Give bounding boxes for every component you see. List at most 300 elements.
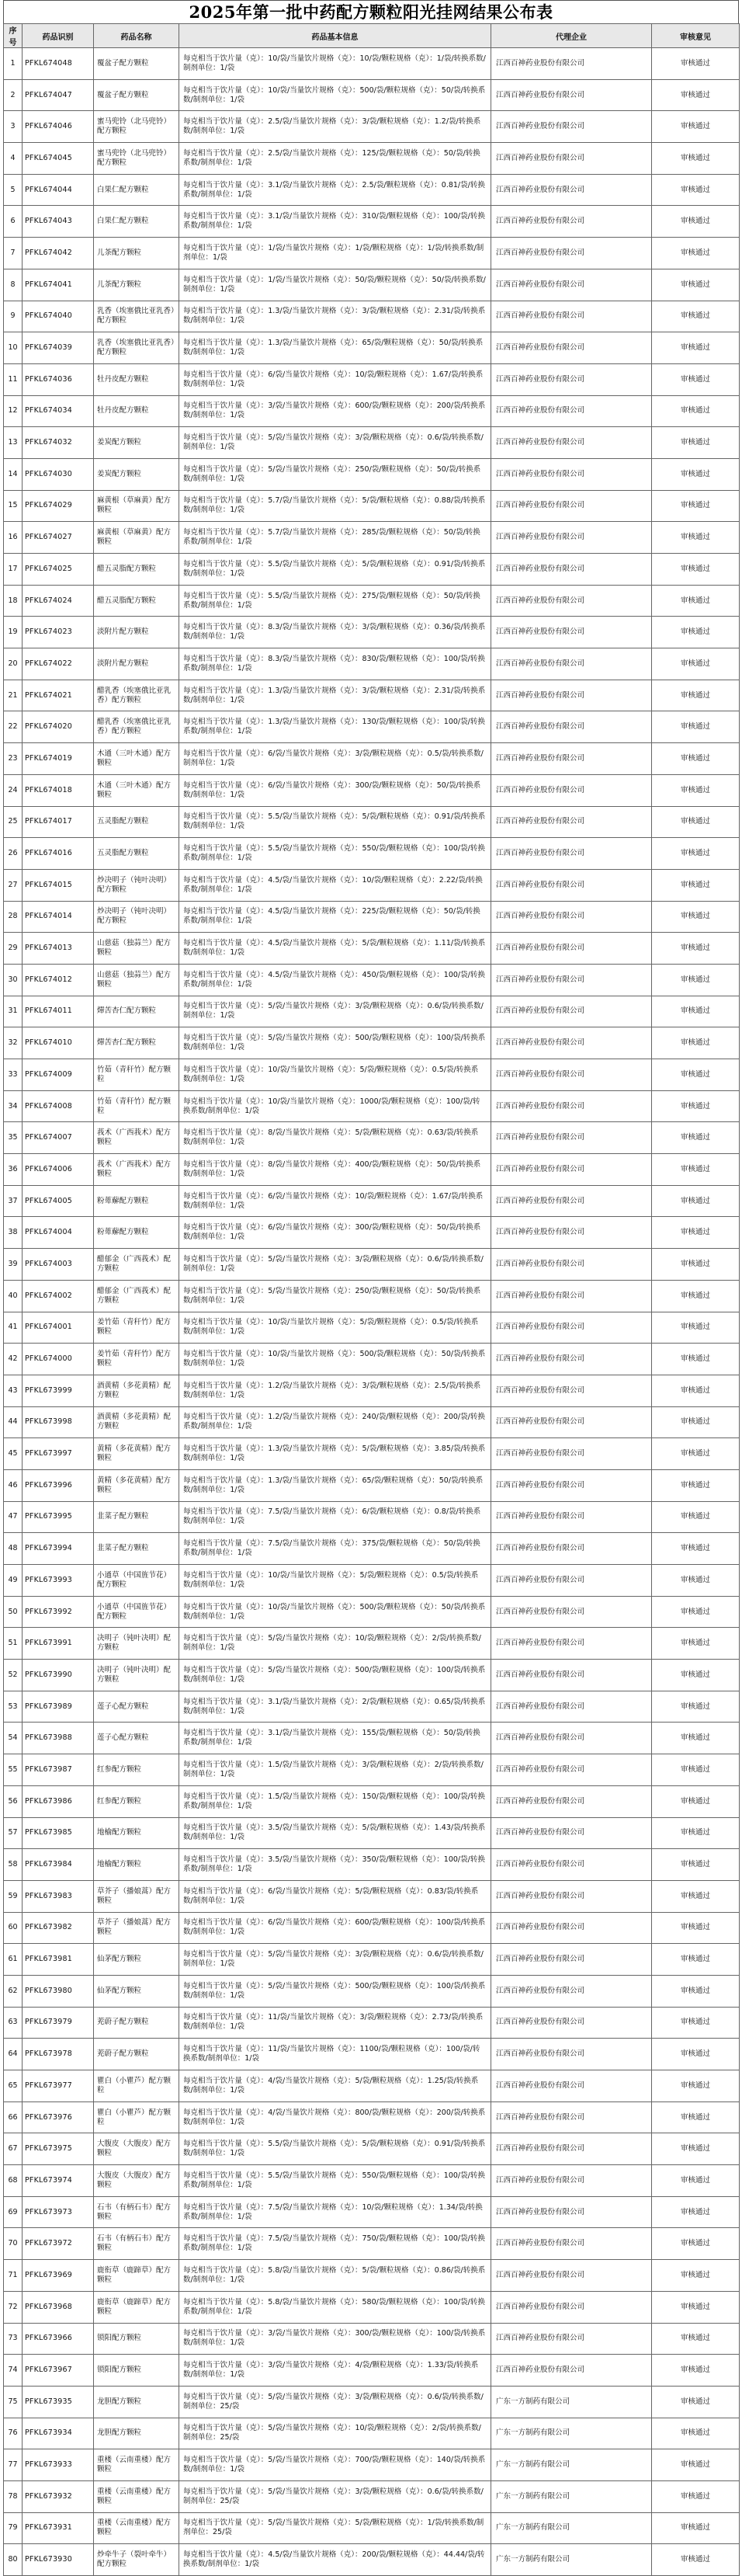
cell-code: PFKL674014 — [23, 901, 94, 933]
cell-drug-name: 地榆配方颗粒 — [94, 1849, 179, 1881]
table-row — [4, 1691, 740, 1723]
cell-drug-name: 莲子心配方颗粒 — [94, 1723, 179, 1754]
cell-result: 审核通过 — [652, 933, 740, 965]
cell-code: PFKL673972 — [23, 2228, 94, 2260]
cell-drug-name: 儿茶配方颗粒 — [94, 238, 179, 269]
cell-agent: 江西百神药业股份有限公司 — [491, 1185, 652, 1217]
table-row — [4, 680, 740, 711]
cell-no: 42 — [4, 1344, 23, 1375]
cell-agent: 江西百神药业股份有限公司 — [491, 554, 652, 586]
cell-drug-info: 每克相当于饮片量（克）：6/袋/当量饮片规格（克）：10/袋/颗粒规格（克）：1.67/袋/转换系数/制剂单位：1/袋 — [179, 1185, 491, 1217]
cell-no: 31 — [4, 996, 23, 1027]
cell-drug-info: 每克相当于饮片量（克）：1.3/袋/当量饮片规格（克）：65/袋/颗粒规格（克）：50/袋/转换系数/制剂单位：1/袋 — [179, 332, 491, 364]
cell-drug-name: 莪术（广西莪术）配方颗粒 — [94, 1122, 179, 1154]
cell-no: 56 — [4, 1785, 23, 1817]
cell-code: PFKL674004 — [23, 1217, 94, 1249]
cell-no: 51 — [4, 1628, 23, 1660]
cell-code: PFKL673933 — [23, 2449, 94, 2481]
cell-no: 26 — [4, 838, 23, 870]
cell-drug-info: 每克相当于饮片量（克）：11/袋/当量饮片规格（克）：1100/袋/颗粒规格（克）：100/袋/转换系数/制剂单位：1/袋 — [179, 2039, 491, 2070]
cell-drug-info: 每克相当于饮片量（克）：5.7/袋/当量饮片规格（克）：285/袋/颗粒规格（克）：50/袋/转换系数/制剂单位：1/袋 — [179, 522, 491, 554]
cell-drug-name: 粉萆薢配方颗粒 — [94, 1185, 179, 1217]
cell-drug-name: 醋乳香（埃塞俄比亚乳香）配方颗粒 — [94, 711, 179, 743]
cell-drug-name: 牡丹皮配方颗粒 — [94, 395, 179, 427]
table-row — [4, 1912, 740, 1944]
cell-no: 37 — [4, 1185, 23, 1217]
cell-agent: 江西百神药业股份有限公司 — [491, 711, 652, 743]
cell-code: PFKL673993 — [23, 1565, 94, 1597]
cell-agent: 江西百神药业股份有限公司 — [491, 363, 652, 395]
table-row — [4, 1849, 740, 1881]
cell-drug-name: 大腹皮（大腹皮）配方颗粒 — [94, 2165, 179, 2197]
cell-drug-name: 木通（三叶木通）配方颗粒 — [94, 774, 179, 806]
cell-drug-info: 每克相当于饮片量（克）：7.5/袋/当量饮片规格（克）：375/袋/颗粒规格（克）：50/袋/转换系数/制剂单位：1/袋 — [179, 1533, 491, 1565]
cell-drug-name: 龙胆配方颗粒 — [94, 2386, 179, 2418]
cell-no: 12 — [4, 395, 23, 427]
table-row — [4, 648, 740, 680]
cell-drug-info: 每克相当于饮片量（克）：1/袋/当量饮片规格（克）：50/袋/颗粒规格（克）：50/袋/转换系数/制剂单位：1/袋 — [179, 269, 491, 301]
cell-result: 审核通过 — [652, 332, 740, 364]
cell-code: PFKL673980 — [23, 1975, 94, 2007]
table-row — [4, 111, 740, 143]
cell-agent: 江西百神药业股份有限公司 — [491, 1533, 652, 1565]
table-row — [4, 79, 740, 111]
cell-code: PFKL674043 — [23, 206, 94, 238]
cell-no: 22 — [4, 711, 23, 743]
header-code: 药品识别 — [23, 24, 94, 48]
cell-drug-name: 重楼（云南重楼）配方颗粒 — [94, 2449, 179, 2481]
cell-code: PFKL673974 — [23, 2165, 94, 2197]
table-row — [4, 2228, 740, 2260]
table-row — [4, 1469, 740, 1501]
cell-no: 67 — [4, 2133, 23, 2165]
cell-drug-name: 蜜马兜铃（北马兜铃）配方颗粒 — [94, 143, 179, 175]
table-row — [4, 143, 740, 175]
table-row — [4, 1344, 740, 1375]
table-row — [4, 1817, 740, 1849]
cell-no: 23 — [4, 743, 23, 775]
cell-code: PFKL674005 — [23, 1185, 94, 1217]
cell-drug-name: 淡附片配方颗粒 — [94, 617, 179, 648]
cell-result: 审核通过 — [652, 648, 740, 680]
cell-no: 3 — [4, 111, 23, 143]
cell-result: 审核通过 — [652, 1375, 740, 1406]
cell-result: 审核通过 — [652, 585, 740, 617]
cell-drug-info: 每克相当于饮片量（克）：5.5/袋/当量饮片规格（克）：550/袋/颗粒规格（克）：100/袋/转换系数/制剂单位：1/袋 — [179, 2165, 491, 2197]
cell-code: PFKL673998 — [23, 1406, 94, 1438]
cell-result: 审核通过 — [652, 2070, 740, 2102]
cell-drug-name: 木通（三叶木通）配方颗粒 — [94, 743, 179, 775]
cell-result: 审核通过 — [652, 1533, 740, 1565]
cell-agent: 江西百神药业股份有限公司 — [491, 2228, 652, 2260]
cell-drug-info: 每克相当于饮片量（克）：8.3/袋/当量饮片规格（克）：3/袋/颗粒规格（克）：0.36/袋/转换系数/制剂单位：1/袋 — [179, 617, 491, 648]
table-row — [4, 1122, 740, 1154]
cell-drug-name: 瞿白（小瞿芦）配方颗粒 — [94, 2101, 179, 2133]
cell-code: PFKL673991 — [23, 1628, 94, 1660]
table-row — [4, 2196, 740, 2228]
cell-agent: 江西百神药业股份有限公司 — [491, 585, 652, 617]
table-row — [4, 869, 740, 901]
cell-drug-name: 醋郁金（广西莪术）配方颗粒 — [94, 1249, 179, 1281]
cell-agent: 江西百神药业股份有限公司 — [491, 458, 652, 490]
cell-no: 27 — [4, 869, 23, 901]
cell-agent: 江西百神药业股份有限公司 — [491, 174, 652, 206]
cell-agent: 江西百神药业股份有限公司 — [491, 1849, 652, 1881]
cell-drug-info: 每克相当于饮片量（克）：4.5/袋/当量饮片规格（克）：5/袋/颗粒规格（克）：1.11/袋/转换系数/制剂单位：1/袋 — [179, 933, 491, 965]
cell-agent: 广东一方制药有限公司 — [491, 2418, 652, 2449]
table-row — [4, 2323, 740, 2355]
cell-no: 52 — [4, 1660, 23, 1691]
table-body — [4, 48, 740, 2576]
cell-no: 21 — [4, 680, 23, 711]
cell-agent: 广东一方制药有限公司 — [491, 2449, 652, 2481]
cell-drug-name: 红参配方颗粒 — [94, 1754, 179, 1786]
cell-no: 77 — [4, 2449, 23, 2481]
cell-no: 1 — [4, 48, 23, 80]
cell-drug-info: 每克相当于饮片量（克）：1.5/袋/当量饮片规格（克）：3/袋/颗粒规格（克）：2/袋/转换系数/制剂单位：1/袋 — [179, 1754, 491, 1786]
cell-agent: 江西百神药业股份有限公司 — [491, 1691, 652, 1723]
cell-drug-info: 每克相当于饮片量（克）：3.5/袋/当量饮片规格（克）：5/袋/颗粒规格（克）：1.43/袋/转换系数/制剂单位：1/袋 — [179, 1817, 491, 1849]
cell-no: 4 — [4, 143, 23, 175]
cell-no: 55 — [4, 1754, 23, 1786]
cell-agent: 江西百神药业股份有限公司 — [491, 901, 652, 933]
cell-drug-name: 牡丹皮配方颗粒 — [94, 363, 179, 395]
cell-code: PFKL673986 — [23, 1785, 94, 1817]
cell-no: 72 — [4, 2291, 23, 2323]
cell-drug-info: 每克相当于饮片量（克）：5.5/袋/当量饮片规格（克）：550/袋/颗粒规格（克）：100/袋/转换系数/制剂单位：1/袋 — [179, 838, 491, 870]
table-row — [4, 458, 740, 490]
cell-drug-info: 每克相当于饮片量（克）：6/袋/当量饮片规格（克）：10/袋/颗粒规格（克）：1.67/袋/转换系数/制剂单位：1/袋 — [179, 363, 491, 395]
cell-drug-name: 韭菜子配方颗粒 — [94, 1501, 179, 1533]
cell-code: PFKL674024 — [23, 585, 94, 617]
cell-code: PFKL673968 — [23, 2291, 94, 2323]
cell-drug-name: 姜炭配方颗粒 — [94, 458, 179, 490]
cell-code: PFKL674032 — [23, 427, 94, 459]
cell-code: PFKL674025 — [23, 554, 94, 586]
cell-agent: 江西百神药业股份有限公司 — [491, 869, 652, 901]
cell-code: PFKL673985 — [23, 1817, 94, 1849]
table-row — [4, 933, 740, 965]
cell-drug-info: 每克相当于饮片量（克）：3/袋/当量饮片规格（克）：600/袋/颗粒规格（克）：200/袋/转换系数/制剂单位：1/袋 — [179, 395, 491, 427]
table-row — [4, 743, 740, 775]
cell-drug-info: 每克相当于饮片量（克）：5.7/袋/当量饮片规格（克）：5/袋/颗粒规格（克）：0.88/袋/转换系数/制剂单位：1/袋 — [179, 490, 491, 522]
cell-drug-info: 每克相当于饮片量（克）：1.3/袋/当量饮片规格（克）：3/袋/颗粒规格（克）：2.31/袋/转换系数/制剂单位：1/袋 — [179, 680, 491, 711]
cell-agent: 广东一方制药有限公司 — [491, 2512, 652, 2544]
cell-code: PFKL673982 — [23, 1912, 94, 1944]
cell-code: PFKL673967 — [23, 2355, 94, 2387]
cell-result: 审核通过 — [652, 1628, 740, 1660]
cell-drug-info: 每克相当于饮片量（克）：5.5/袋/当量饮片规格（克）：5/袋/颗粒规格（克）：0.91/袋/转换系数/制剂单位：1/袋 — [179, 2133, 491, 2165]
cell-drug-name: 小通草（中国旌节花）配方颗粒 — [94, 1565, 179, 1597]
cell-no: 80 — [4, 2544, 23, 2576]
cell-drug-info: 每克相当于饮片量（克）：5/袋/当量饮片规格（克）：3/袋/颗粒规格（克）：0.6/袋/转换系数/制剂单位：1/袋 — [179, 1249, 491, 1281]
cell-code: PFKL674012 — [23, 964, 94, 996]
cell-result: 审核通过 — [652, 964, 740, 996]
cell-drug-info: 每克相当于饮片量（克）：5/袋/当量饮片规格（克）：250/袋/颗粒规格（克）：50/袋/转换系数/制剂单位：1/袋 — [179, 1280, 491, 1312]
cell-drug-name: 蜜马兜铃（北马兜铃）配方颗粒 — [94, 111, 179, 143]
cell-agent: 江西百神药业股份有限公司 — [491, 395, 652, 427]
cell-agent: 江西百神药业股份有限公司 — [491, 1027, 652, 1059]
cell-code: PFKL673983 — [23, 1880, 94, 1912]
cell-result: 审核通过 — [652, 1185, 740, 1217]
cell-agent: 江西百神药业股份有限公司 — [491, 1438, 652, 1470]
cell-drug-info: 每克相当于饮片量（克）：4/袋/当量饮片规格（克）：5/袋/颗粒规格（克）：1.25/袋/转换系数/制剂单位：1/袋 — [179, 2070, 491, 2102]
cell-drug-name: 重楼（云南重楼）配方颗粒 — [94, 2512, 179, 2544]
cell-drug-name: 莲子心配方颗粒 — [94, 1691, 179, 1723]
cell-no: 58 — [4, 1849, 23, 1881]
table-row — [4, 806, 740, 838]
table-row — [4, 332, 740, 364]
cell-code: PFKL674046 — [23, 111, 94, 143]
table-row — [4, 585, 740, 617]
cell-drug-name: 炒牵牛子（裂叶牵牛）配方颗粒 — [94, 2544, 179, 2576]
cell-result: 审核通过 — [652, 143, 740, 175]
cell-result: 审核通过 — [652, 1154, 740, 1186]
cell-drug-info: 每克相当于饮片量（克）：7.5/袋/当量饮片规格（克）：750/袋/颗粒规格（克）：100/袋/转换系数/制剂单位：1/袋 — [179, 2228, 491, 2260]
table-row — [4, 554, 740, 586]
table-row — [4, 2291, 740, 2323]
cell-drug-info: 每克相当于饮片量（克）：1.3/袋/当量饮片规格（克）：130/袋/颗粒规格（克）：100/袋/转换系数/制剂单位：1/袋 — [179, 711, 491, 743]
cell-code: PFKL673981 — [23, 1944, 94, 1976]
cell-result: 审核通过 — [652, 1122, 740, 1154]
cell-agent: 江西百神药业股份有限公司 — [491, 1628, 652, 1660]
cell-result: 审核通过 — [652, 1469, 740, 1501]
table-row — [4, 1154, 740, 1186]
cell-agent: 江西百神药业股份有限公司 — [491, 2291, 652, 2323]
cell-drug-info: 每克相当于饮片量（克）：10/袋/当量饮片规格（克）：5/袋/颗粒规格（克）：0.5/袋/转换系数/制剂单位：1/袋 — [179, 1059, 491, 1091]
cell-result: 审核通过 — [652, 2386, 740, 2418]
cell-drug-info: 每克相当于饮片量（克）：3/袋/当量饮片规格（克）：300/袋/颗粒规格（克）：100/袋/转换系数/制剂单位：1/袋 — [179, 2323, 491, 2355]
cell-drug-name: 姜炭配方颗粒 — [94, 427, 179, 459]
cell-drug-info: 每克相当于饮片量（克）：4.5/袋/当量饮片规格（克）：225/袋/颗粒规格（克）：50/袋/转换系数/制剂单位：1/袋 — [179, 901, 491, 933]
cell-drug-info: 每克相当于饮片量（克）：10/袋/当量饮片规格（克）：500/袋/颗粒规格（克）：50/袋/转换系数/制剂单位：1/袋 — [179, 1596, 491, 1628]
cell-drug-info: 每克相当于饮片量（克）：5/袋/当量饮片规格（克）：250/袋/颗粒规格（克）：50/袋/转换系数/制剂单位：1/袋 — [179, 458, 491, 490]
table-row — [4, 1628, 740, 1660]
table-row — [4, 1280, 740, 1312]
table-row — [4, 1090, 740, 1122]
cell-result: 审核通过 — [652, 1944, 740, 1976]
cell-code: PFKL674045 — [23, 143, 94, 175]
cell-no: 62 — [4, 1975, 23, 2007]
cell-drug-name: 茺蔚子配方颗粒 — [94, 2039, 179, 2070]
cell-result: 审核通过 — [652, 427, 740, 459]
cell-no: 48 — [4, 1533, 23, 1565]
cell-drug-name: 燀苦杏仁配方颗粒 — [94, 996, 179, 1027]
cell-result: 审核通过 — [652, 711, 740, 743]
cell-no: 24 — [4, 774, 23, 806]
cell-code: PFKL674021 — [23, 680, 94, 711]
cell-drug-info: 每克相当于饮片量（克）：3/袋/当量饮片规格（克）：4/袋/颗粒规格（克）：1.33/袋/转换系数/制剂单位：1/袋 — [179, 2355, 491, 2387]
table-row — [4, 2133, 740, 2165]
cell-code: PFKL674020 — [23, 711, 94, 743]
table-row — [4, 2260, 740, 2292]
cell-result: 审核通过 — [652, 1565, 740, 1597]
table-row — [4, 2449, 740, 2481]
cell-no: 35 — [4, 1122, 23, 1154]
cell-drug-info: 每克相当于饮片量（克）：5/袋/当量饮片规格（克）：500/袋/颗粒规格（克）：100/袋/转换系数/制剂单位：1/袋 — [179, 1660, 491, 1691]
cell-code: PFKL673996 — [23, 1469, 94, 1501]
cell-code: PFKL674027 — [23, 522, 94, 554]
cell-drug-info: 每克相当于饮片量（克）：5.8/袋/当量饮片规格（克）：580/袋/颗粒规格（克）：100/袋/转换系数/制剂单位：1/袋 — [179, 2291, 491, 2323]
cell-agent: 江西百神药业股份有限公司 — [491, 2007, 652, 2039]
cell-result: 审核通过 — [652, 774, 740, 806]
results-table — [3, 23, 740, 2576]
cell-code: PFKL673977 — [23, 2070, 94, 2102]
table-row — [4, 1533, 740, 1565]
cell-no: 70 — [4, 2228, 23, 2260]
cell-code: PFKL674029 — [23, 490, 94, 522]
header-name: 药品名称 — [94, 24, 179, 48]
cell-agent: 江西百神药业股份有限公司 — [491, 522, 652, 554]
cell-agent: 江西百神药业股份有限公司 — [491, 1406, 652, 1438]
cell-drug-name: 白果仁配方颗粒 — [94, 206, 179, 238]
table-row — [4, 1312, 740, 1344]
cell-code: PFKL674039 — [23, 332, 94, 364]
cell-agent: 江西百神药业股份有限公司 — [491, 617, 652, 648]
table-row — [4, 2544, 740, 2576]
cell-agent: 江西百神药业股份有限公司 — [491, 238, 652, 269]
cell-no: 59 — [4, 1880, 23, 1912]
table-row — [4, 1027, 740, 1059]
cell-no: 2 — [4, 79, 23, 111]
cell-drug-info: 每克相当于饮片量（克）：1.3/袋/当量饮片规格（克）：65/袋/颗粒规格（克）：50/袋/转换系数/制剂单位：1/袋 — [179, 1469, 491, 1501]
cell-drug-name: 麻黄根（草麻黄）配方颗粒 — [94, 522, 179, 554]
cell-drug-name: 醋五灵脂配方颗粒 — [94, 585, 179, 617]
cell-agent: 江西百神药业股份有限公司 — [491, 648, 652, 680]
cell-drug-info: 每克相当于饮片量（克）：5.5/袋/当量饮片规格（克）：275/袋/颗粒规格（克）：50/袋/转换系数/制剂单位：1/袋 — [179, 585, 491, 617]
cell-drug-name: 仙茅配方颗粒 — [94, 1944, 179, 1976]
cell-agent: 江西百神药业股份有限公司 — [491, 332, 652, 364]
cell-agent: 江西百神药业股份有限公司 — [491, 838, 652, 870]
cell-no: 78 — [4, 2480, 23, 2512]
cell-no: 43 — [4, 1375, 23, 1406]
cell-code: PFKL674042 — [23, 238, 94, 269]
cell-agent: 江西百神药业股份有限公司 — [491, 490, 652, 522]
cell-agent: 江西百神药业股份有限公司 — [491, 111, 652, 143]
cell-drug-info: 每克相当于饮片量（克）：10/袋/当量饮片规格（克）：10/袋/颗粒规格（克）：1/袋/转换系数/制剂单位：1/袋 — [179, 48, 491, 80]
cell-no: 17 — [4, 554, 23, 586]
cell-drug-info: 每克相当于饮片量（克）：5/袋/当量饮片规格（克）：10/袋/颗粒规格（克）：2/袋/转换系数/制剂单位：1/袋 — [179, 1628, 491, 1660]
cell-drug-name: 山慈菇（独蒜兰）配方颗粒 — [94, 933, 179, 965]
cell-no: 20 — [4, 648, 23, 680]
cell-result: 审核通过 — [652, 554, 740, 586]
cell-code: PFKL673966 — [23, 2323, 94, 2355]
cell-drug-name: 锁阳配方颗粒 — [94, 2355, 179, 2387]
cell-no: 60 — [4, 1912, 23, 1944]
cell-drug-name: 石韦（有柄石韦）配方颗粒 — [94, 2196, 179, 2228]
cell-agent: 江西百神药业股份有限公司 — [491, 427, 652, 459]
cell-drug-name: 炒决明子（钝叶决明）配方颗粒 — [94, 901, 179, 933]
cell-no: 5 — [4, 174, 23, 206]
cell-code: PFKL673934 — [23, 2418, 94, 2449]
cell-drug-name: 燀苦杏仁配方颗粒 — [94, 1027, 179, 1059]
cell-drug-info: 每克相当于饮片量（克）：1.3/袋/当量饮片规格（克）：3/袋/颗粒规格（克）：2.31/袋/转换系数/制剂单位：1/袋 — [179, 301, 491, 332]
cell-agent: 江西百神药业股份有限公司 — [491, 680, 652, 711]
cell-result: 审核通过 — [652, 1249, 740, 1281]
cell-no: 39 — [4, 1249, 23, 1281]
cell-no: 73 — [4, 2323, 23, 2355]
table-row — [4, 1880, 740, 1912]
cell-drug-info: 每克相当于饮片量（克）：1.2/袋/当量饮片规格（克）：3/袋/颗粒规格（克）：2.5/袋/转换系数/制剂单位：1/袋 — [179, 1375, 491, 1406]
cell-no: 18 — [4, 585, 23, 617]
cell-no: 46 — [4, 1469, 23, 1501]
cell-code: PFKL673994 — [23, 1533, 94, 1565]
cell-agent: 江西百神药业股份有限公司 — [491, 1754, 652, 1786]
cell-drug-info: 每克相当于饮片量（克）：10/袋/当量饮片规格（克）：5/袋/颗粒规格（克）：0.5/袋/转换系数/制剂单位：1/袋 — [179, 1312, 491, 1344]
cell-drug-name: 茺蔚子配方颗粒 — [94, 2007, 179, 2039]
table-row — [4, 1565, 740, 1597]
cell-result: 审核通过 — [652, 2291, 740, 2323]
table-row — [4, 2165, 740, 2197]
cell-result: 审核通过 — [652, 2196, 740, 2228]
cell-code: PFKL674048 — [23, 48, 94, 80]
table-row — [4, 301, 740, 332]
table-row — [4, 1975, 740, 2007]
table-row — [4, 2101, 740, 2133]
cell-code: PFKL674009 — [23, 1059, 94, 1091]
cell-result: 审核通过 — [652, 1501, 740, 1533]
cell-drug-name: 炒决明子（钝叶决明）配方颗粒 — [94, 869, 179, 901]
cell-drug-name: 决明子（钝叶决明）配方颗粒 — [94, 1660, 179, 1691]
cell-drug-name: 淡附片配方颗粒 — [94, 648, 179, 680]
table-row — [4, 838, 740, 870]
table-row — [4, 490, 740, 522]
cell-no: 49 — [4, 1565, 23, 1597]
table-row — [4, 206, 740, 238]
cell-agent: 江西百神药业股份有限公司 — [491, 1249, 652, 1281]
table-row — [4, 1660, 740, 1691]
cell-code: PFKL673969 — [23, 2260, 94, 2292]
cell-drug-name: 决明子（钝叶决明）配方颗粒 — [94, 1628, 179, 1660]
cell-result: 审核通过 — [652, 206, 740, 238]
cell-no: 57 — [4, 1817, 23, 1849]
cell-no: 13 — [4, 427, 23, 459]
cell-result: 审核通过 — [652, 1344, 740, 1375]
cell-code: PFKL673975 — [23, 2133, 94, 2165]
cell-code: PFKL673935 — [23, 2386, 94, 2418]
cell-no: 66 — [4, 2101, 23, 2133]
cell-drug-info: 每克相当于饮片量（克）：10/袋/当量饮片规格（克）：500/袋/颗粒规格（克）：50/袋/转换系数/制剂单位：1/袋 — [179, 1344, 491, 1375]
cell-drug-name: 地榆配方颗粒 — [94, 1817, 179, 1849]
cell-drug-name: 黄精（多花黄精）配方颗粒 — [94, 1469, 179, 1501]
cell-no: 7 — [4, 238, 23, 269]
cell-drug-info: 每克相当于饮片量（克）：6/袋/当量饮片规格（克）：300/袋/颗粒规格（克）：50/袋/转换系数/制剂单位：1/袋 — [179, 1217, 491, 1249]
cell-code: PFKL674002 — [23, 1280, 94, 1312]
table-row — [4, 2480, 740, 2512]
header-no: 序号 — [4, 24, 23, 48]
cell-code: PFKL673976 — [23, 2101, 94, 2133]
cell-drug-info: 每克相当于饮片量（克）：4.5/袋/当量饮片规格（克）：200/袋/颗粒规格（克）：44.44/袋/转换系数/制剂单位：1/袋 — [179, 2544, 491, 2576]
cell-agent: 江西百神药业股份有限公司 — [491, 1723, 652, 1754]
cell-agent: 江西百神药业股份有限公司 — [491, 301, 652, 332]
cell-code: PFKL674040 — [23, 301, 94, 332]
cell-code: PFKL674019 — [23, 743, 94, 775]
cell-no: 65 — [4, 2070, 23, 2102]
cell-result: 审核通过 — [652, 1660, 740, 1691]
cell-result: 审核通过 — [652, 522, 740, 554]
cell-code: PFKL674016 — [23, 838, 94, 870]
cell-result: 审核通过 — [652, 2165, 740, 2197]
table-row — [4, 1438, 740, 1470]
cell-agent: 江西百神药业股份有限公司 — [491, 2355, 652, 2387]
cell-no: 44 — [4, 1406, 23, 1438]
cell-agent: 江西百神药业股份有限公司 — [491, 1217, 652, 1249]
table-row — [4, 174, 740, 206]
cell-drug-name: 麻黄根（草麻黄）配方颗粒 — [94, 490, 179, 522]
cell-agent: 江西百神药业股份有限公司 — [491, 1785, 652, 1817]
cell-drug-name: 石韦（有柄石韦）配方颗粒 — [94, 2228, 179, 2260]
cell-no: 61 — [4, 1944, 23, 1976]
